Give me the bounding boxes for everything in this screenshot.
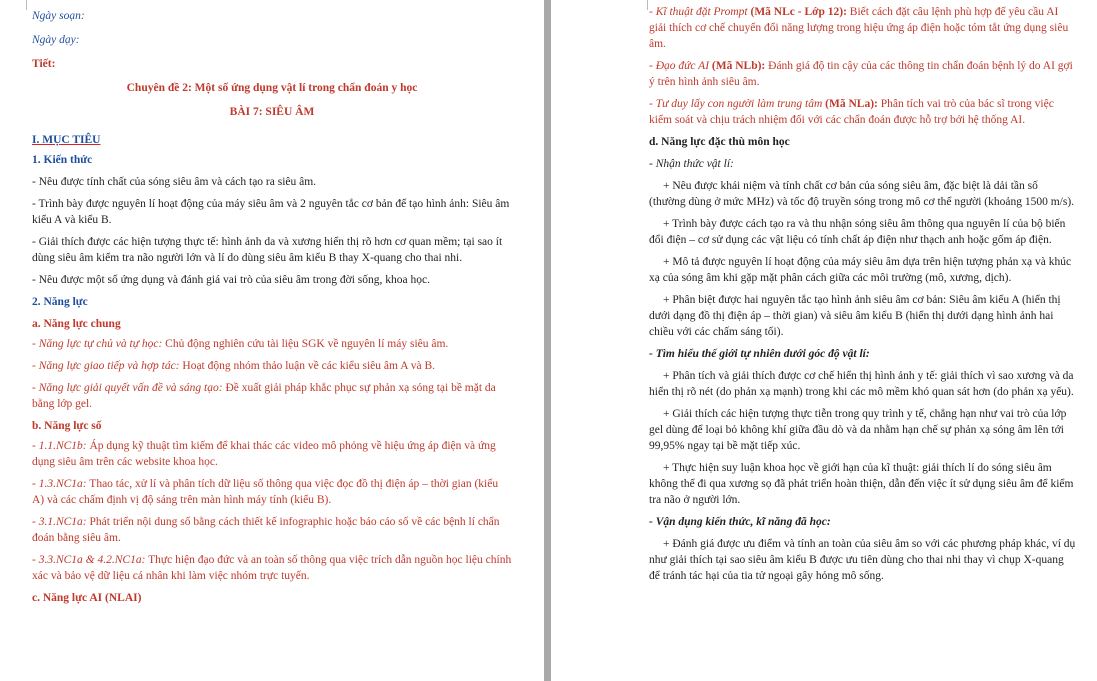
nlc2-label: - Năng lực giao tiếp và hợp tác: (32, 360, 180, 372)
heading-tim-hieu: - Tìm hiểu thế giới tự nhiên dưới góc độ vật lí: (649, 348, 870, 360)
r2-text: Đánh giá độ tin cậy của các thông tin chẩn đoán bệnh lý do AI gợi ý trên hình ảnh siêu âm. (649, 60, 1073, 88)
nls2-text: Thao tác, xử lí và phân tích dữ liệu số thông qua việc đọc đồ thị điện áp – thời gian (kiểu A) và các chấm định vị độ sáng trên màn hình máy tính (kiểu B). (32, 478, 499, 506)
tim-hieu-item-2: + Giải thích các hiện tượng thực tiễn trong quy trình y tế, chẳng hạn như vai trò của lớp gel dùng để loại bỏ không khí giữa đầu dò và da nhằm hạn chế sự phản xạ sóng âm lên tới 99,95% ngay tại bề mặt tiếp xúc. (649, 408, 1067, 452)
section-muc-tieu (32, 132, 512, 148)
section-muc-tieu-text: I. MỤC TIÊU (32, 134, 101, 146)
tiet-label: Tiết: (32, 58, 56, 70)
r3-text: Phân tích vai trò của bác sĩ trong việc kiểm soát và chịu trách nhiệm đối với các chẩn đoán được hỗ trợ bởi hệ thống AI. (649, 98, 1054, 126)
tim-hieu-item-1: + Phân tích và giải thích được cơ chế hiển thị hình ảnh y tế: giải thích vì sao xương và da hiển thị rõ nét (do phản xạ mạnh) trong khi các mô mềm khó quan sát hơn (do phản xạ yếu). (649, 370, 1074, 398)
page-corner-mark (16, 0, 27, 10)
page-gap (544, 0, 551, 681)
nlai-item-2 (649, 58, 1077, 90)
heading-dac-thu: d. Năng lực đặc thù môn học (649, 136, 790, 148)
nls3-text: Phát triển nội dung số bằng cách thiết kế infographic hoặc báo cáo số về các bệnh lí chẩn đoán bằng siêu âm. (32, 516, 500, 544)
document-page-left (0, 0, 544, 681)
nlc3-label: - Năng lực giải quyết vấn đề và sáng tạo: (32, 382, 223, 394)
nls3-label: - 3.1.NC1a: (32, 516, 87, 528)
nang-luc-so-item-1 (32, 438, 512, 470)
kien-thuc-item-4: - Nêu được một số ứng dụng và đánh giá vai trò của siêu âm trong đời sống, khoa học. (32, 274, 430, 286)
nlai-item-3 (649, 96, 1077, 128)
nang-luc-chung-item-2 (32, 358, 512, 374)
r1-label: - Kĩ thuật đặt Prompt (649, 6, 748, 18)
nhan-thuc-item-1: + Nêu được khái niệm và tính chất cơ bản của sóng siêu âm, đặc biệt là dải tần số (thường dùng ở mức MHz) và tốc độ truyền sóng trong mô cơ thể người (khoảng 1500 m/s). (649, 180, 1075, 208)
r1-text: Biết cách đặt câu lệnh phù hợp để yêu cầu AI giải thích cơ chế chuyển đổi năng lượng trong hiệu ứng áp điện hoặc tóm tắt ứng dụng siêu âm. (649, 6, 1069, 50)
nlc1-label: - Năng lực tự chủ và tự học: (32, 338, 163, 350)
nlc2-text: Hoạt động nhóm thảo luận về các kiểu siêu âm A và B. (179, 360, 436, 372)
r2-label: - Đạo đức AI (649, 60, 710, 72)
ngay-day-label: Ngày dạy: (32, 34, 80, 46)
page-corner-mark (637, 0, 648, 10)
r1-code: (Mã NLc - Lớp 12): (747, 6, 847, 18)
nls4-label: - 3.3.NC1a & 4.2.NC1a: (32, 554, 146, 566)
heading-van-dung: - Vận dụng kiến thức, kĩ năng đã học: (649, 516, 831, 528)
nang-luc-so-item-3 (32, 514, 512, 546)
heading-nang-luc-chung: a. Năng lực chung (32, 318, 121, 330)
r2-code: (Mã NLb): (709, 60, 766, 72)
nls1-text: Áp dụng kỹ thuật tìm kiếm để khai thác các video mô phỏng về hiệu ứng áp điện và ứng dụng siêu âm trên các website khoa học. (32, 440, 496, 468)
nang-luc-so-item-4 (32, 552, 512, 584)
chuyen-de-title: Chuyên đề 2: Một số ứng dụng vật lí trong chẩn đoán y học (126, 82, 418, 94)
lesson-title: BÀI 7: SIÊU ÂM (229, 106, 315, 118)
nang-luc-so-item-2 (32, 476, 512, 508)
kien-thuc-item-1: - Nêu được tính chất của sóng siêu âm và cách tạo ra siêu âm. (32, 176, 317, 188)
heading-nang-luc-ai: c. Năng lực AI (NLAI) (32, 592, 142, 604)
nls2-label: - 1.3.NC1a: (32, 478, 87, 490)
nang-luc-chung-item-3 (32, 380, 512, 412)
van-dung-item-1: + Đánh giá được ưu điểm và tính an toàn của siêu âm so với các phương pháp khác, ví dụ như giải thích tại sao siêu âm kiểu B được ưu tiên dùng cho thai nhi thay vì chụp X-quang để tránh tác hại của tia tử ngoại gây hỏng mô sống. (649, 538, 1076, 582)
kien-thuc-item-2: - Trình bày được nguyên lí hoạt động của máy siêu âm và 2 nguyên tắc cơ bản để tạo hình ảnh: Siêu âm kiểu A và kiểu B. (32, 198, 510, 226)
heading-nang-luc: 2. Năng lực (32, 296, 88, 308)
nls1-label: - 1.1.NC1b: (32, 440, 87, 452)
r3-label: - Tư duy lấy con người làm trung tâm (649, 98, 823, 110)
ngay-soan-label: Ngày soạn: (32, 10, 85, 22)
heading-nang-luc-so: b. Năng lực số (32, 420, 102, 432)
document-page-right (551, 0, 1097, 681)
heading-nhan-thuc: - Nhận thức vật lí: (649, 158, 734, 170)
nlc3-text: Đề xuất giải pháp khắc phục sự phản xạ sóng tại bề mặt da bằng lớp gel. (32, 382, 496, 410)
nlai-item-1 (649, 4, 1077, 52)
nhan-thuc-item-2: + Trình bày được cách tạo ra và thu nhận sóng siêu âm thông qua nguyên lí của bộ biến đổi điện – cơ sử dụng các vật liệu có tính chất áp điện như thạch anh hoặc gốm áp điện. (649, 218, 1066, 246)
nhan-thuc-item-3: + Mô tả được nguyên lí hoạt động của máy siêu âm dựa trên hiện tượng phản xạ và khúc xạ của sóng âm khi gặp mặt phân cách giữa các môi trường (mô, xương, dịch). (649, 256, 1072, 284)
kien-thuc-item-3: - Giải thích được các hiện tượng thực tế: hình ảnh da và xương hiển thị rõ hơn cơ quan mềm; tại sao ít dùng siêu âm kiểm tra não người lớn và lí do dùng siêu âm kiểu B thay X-quang cho thai nhi. (32, 236, 503, 264)
r3-code: (Mã NLa): (822, 98, 878, 110)
tim-hieu-item-3: + Thực hiện suy luận khoa học về giới hạn của kĩ thuật: giải thích lí do sóng siêu âm không thể đi qua xương sọ đã phát triển hoàn thiện, dẫn đến việc ít sử dụng siêu âm để kiểm tra não ở người lớn. (649, 462, 1074, 506)
heading-kien-thuc: 1. Kiến thức (32, 154, 93, 166)
nlc1-text: Chủ động nghiên cứu tài liệu SGK về nguyên lí máy siêu âm. (162, 338, 449, 350)
nhan-thuc-item-4: + Phân biệt được hai nguyên tắc tạo hình ảnh siêu âm cơ bản: Siêu âm kiểu A (hiển thị dưới dạng đồ thị điện áp – thời gian) và siêu âm kiểu B (hiển thị dưới dạng hình ảnh hai chiều với các chấm sáng tối). (649, 294, 1061, 338)
nls4-text: Thực hiện đạo đức và an toàn số thông qua việc trích dẫn nguồn học liệu chính xác và bảo vệ dữ liệu cá nhân khi làm việc nhóm trực tuyến. (32, 554, 512, 582)
nang-luc-chung-item-1 (32, 336, 512, 352)
